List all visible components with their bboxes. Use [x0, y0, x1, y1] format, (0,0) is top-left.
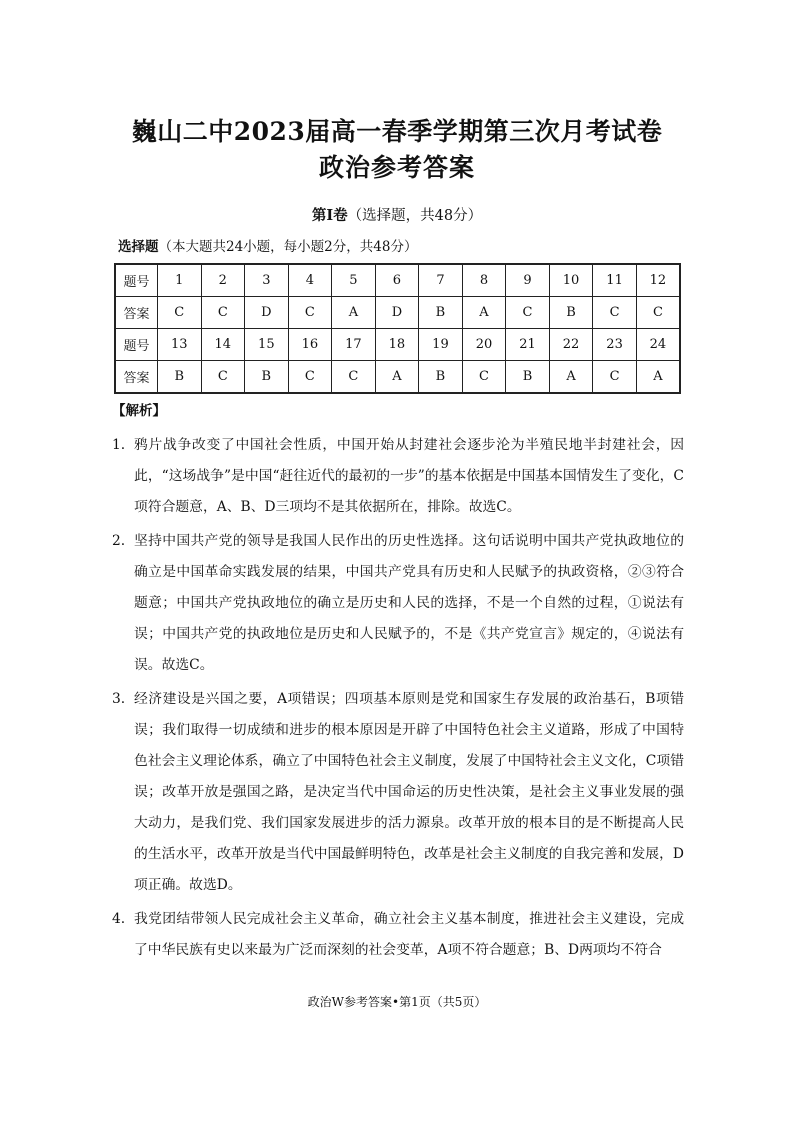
- analysis-item: [112, 684, 684, 901]
- item-text: 坚持中国共产党的领导是我国人民作出的历史性选择。这句话说明中国共产党执政地位的确立是中国革命实践发展的结果，中国共产党具有历史和人民赋予的执政资格，②③符合题意；中国共产党执政地位的确立是历史和人民的选择，不是一个自然的过程，①说法有误；中国共产党的执政地位是历史和人民赋予的，不是《共产党宣言》规定的，④说法有误。故选C。: [134, 533, 684, 673]
- question-number-cell: 1: [158, 264, 202, 297]
- question-number-cell: 18: [375, 329, 419, 361]
- item-text: 鸦片战争改变了中国社会性质，中国开始从封建社会逐步沦为半殖民地半封建社会，因此，“这场战争”是中国“赶往近代的最初的一步”的基本依据是中国基本国情发生了变化，C项符合题意，A、B、D三项均不是其依据所在，排除。故选C。: [134, 437, 684, 515]
- answer-cell: C: [593, 361, 637, 394]
- answer-cell: C: [201, 361, 245, 394]
- row-header-cell: 答案: [115, 297, 158, 329]
- answer-row: [115, 297, 680, 329]
- section-note: （选择题，共48分）: [347, 208, 483, 224]
- answer-cell: D: [245, 297, 289, 329]
- answer-cell: C: [158, 297, 202, 329]
- question-number-cell: 9: [506, 264, 550, 297]
- choice-heading: [118, 235, 417, 255]
- answer-cell: D: [375, 297, 419, 329]
- analysis-item: [112, 430, 684, 523]
- item-number: 4.: [112, 911, 126, 927]
- row-header-cell: 题号: [115, 329, 158, 361]
- question-number-cell: 21: [506, 329, 550, 361]
- question-number-cell: 2: [201, 264, 245, 297]
- answer-cell: B: [419, 297, 463, 329]
- analysis-item: [112, 526, 684, 681]
- page-footer: 政治W参考答案•第1页（共5页）: [307, 995, 487, 1009]
- answer-cell: B: [549, 297, 593, 329]
- answer-cell: A: [462, 297, 506, 329]
- question-number-cell: 10: [549, 264, 593, 297]
- question-number-cell: 19: [419, 329, 463, 361]
- section-heading: [0, 204, 794, 225]
- answer-cell: C: [462, 361, 506, 394]
- answer-row: [115, 361, 680, 394]
- item-number: 2.: [112, 533, 126, 549]
- answer-table: [114, 263, 681, 394]
- question-number-cell: 6: [375, 264, 419, 297]
- row-header-cell: 题号: [115, 264, 158, 297]
- item-text: 我党团结带领人民完成社会主义革命，确立社会主义基本制度，推进社会主义建设，完成了中华民族有史以来最为广泛而深刻的社会变革，A项不符合题意；B、D两项均不符合: [134, 911, 684, 958]
- question-number-cell: 4: [288, 264, 332, 297]
- question-number-cell: 11: [593, 264, 637, 297]
- item-number: 3.: [112, 691, 126, 707]
- answer-cell: C: [332, 361, 376, 394]
- question-number-cell: 13: [158, 329, 202, 361]
- item-text: 经济建设是兴国之要，A项错误；四项基本原则是党和国家生存发展的政治基石，B项错误；我们取得一切成绩和进步的根本原因是开辟了中国特色社会主义道路，形成了中国特色社会主义理论体系，确立了中国特色社会主义制度，发展了中国特社会主义文化，C项错误；改革开放是强国之路，是决定当代中国命运的历史性决策，是社会主义事业发展的强大动力，是我们党、我们国家发展进步的活力源泉。改革开放的根本目的是不断提高人民的生活水平，改革开放是当代中国最鲜明特色，改革是社会主义制度的自我完善和发展，D项正确。故选D。: [134, 691, 684, 893]
- answer-cell: C: [288, 297, 332, 329]
- question-number-cell: 17: [332, 329, 376, 361]
- question-number-cell: 22: [549, 329, 593, 361]
- analysis-list: [112, 430, 684, 969]
- answer-cell: C: [593, 297, 637, 329]
- answer-cell: B: [245, 361, 289, 394]
- answer-cell: A: [636, 361, 680, 394]
- answer-cell: B: [506, 361, 550, 394]
- question-number-row: [115, 264, 680, 297]
- question-number-cell: 16: [288, 329, 332, 361]
- page-title: 巍山二中2023届高一春季学期第三次月考试卷: [131, 117, 663, 146]
- question-number-cell: 24: [636, 329, 680, 361]
- answer-cell: C: [506, 297, 550, 329]
- question-number-cell: 8: [462, 264, 506, 297]
- question-number-cell: 5: [332, 264, 376, 297]
- question-number-cell: 12: [636, 264, 680, 297]
- question-number-cell: 3: [245, 264, 289, 297]
- answer-cell: A: [332, 297, 376, 329]
- answer-cell: B: [419, 361, 463, 394]
- item-number: 1.: [112, 437, 126, 453]
- answer-cell: B: [158, 361, 202, 394]
- choice-heading-note: （本大题共24小题，每小题2分，共48分）: [158, 239, 418, 255]
- page-subtitle: 政治参考答案: [318, 153, 475, 182]
- question-number-row: [115, 329, 680, 361]
- row-header-cell: 答案: [115, 361, 158, 394]
- answer-cell: A: [549, 361, 593, 394]
- question-number-cell: 23: [593, 329, 637, 361]
- answer-cell: C: [288, 361, 332, 394]
- question-number-cell: 14: [201, 329, 245, 361]
- question-number-cell: 15: [245, 329, 289, 361]
- question-number-cell: 20: [462, 329, 506, 361]
- analysis-heading: 【解析】: [112, 403, 166, 419]
- choice-heading-label: 选择题: [118, 239, 159, 255]
- analysis-item: [112, 904, 684, 966]
- answer-cell: A: [375, 361, 419, 394]
- answer-cell: C: [201, 297, 245, 329]
- section-main: 第Ⅰ卷: [311, 207, 348, 224]
- answer-cell: C: [636, 297, 680, 329]
- question-number-cell: 7: [419, 264, 463, 297]
